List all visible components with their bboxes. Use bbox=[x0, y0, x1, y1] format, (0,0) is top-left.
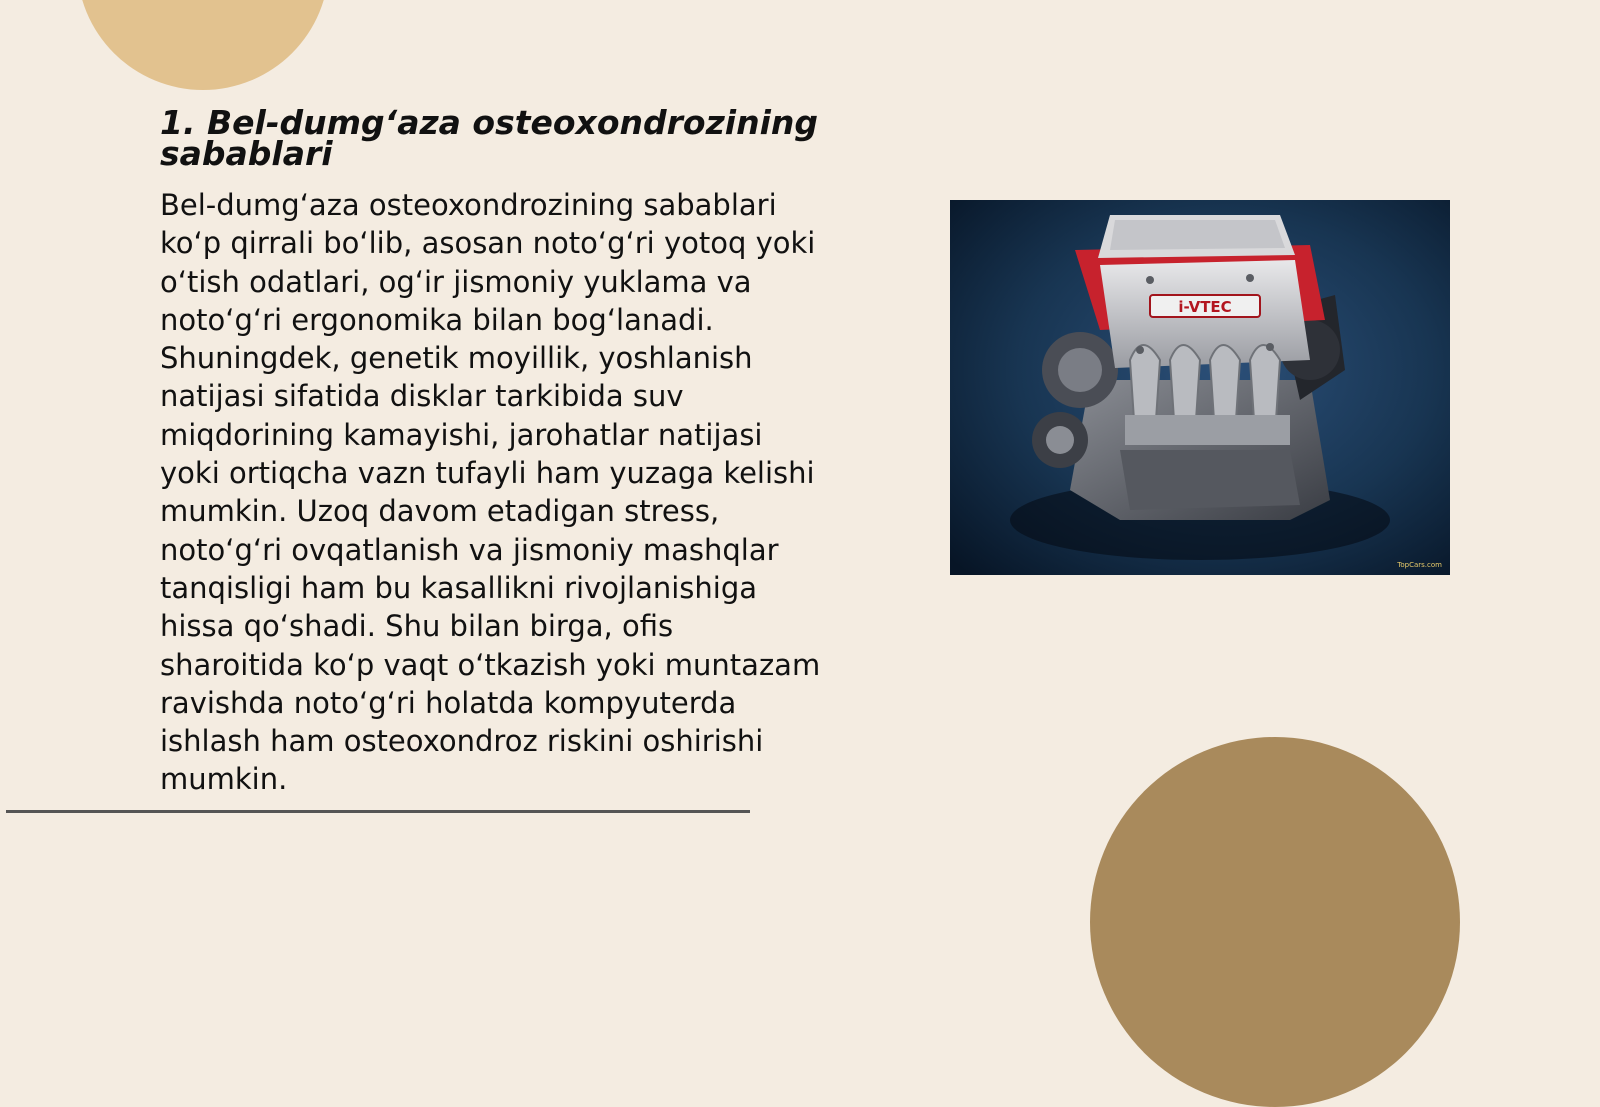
engine-badge-text: i-VTEC bbox=[1178, 298, 1232, 316]
slide-body-text: Bel-dumg‘aza osteoxondrozining sabablari ko‘p qirrali bo‘lib, asosan noto‘g‘ri yotoq yoki o‘tish odatlari, og‘ir jismoniy yuklama va noto‘g‘ri ergonomika bilan bog‘lanadi. Shuningdek, genetik moyillik, yoshlanish natijasi sifatida disklar tarkibida suv miqdorining kamayishi, jarohatlar natijasi yoki ortiqcha vazn tufayli ham yuzaga kelishi mumkin. Uzoq davom etadigan stress, noto‘g‘ri ovqatlanish va jismoniy mashqlar tanqisligi ham bu kasallikni rivojlanishiga hissa qo‘shadi. Shu bilan birga, ofis sharoitida ko‘p vaqt o‘tkazish yoki muntazam ravishda noto‘g‘ri holatda kompyuterda ishlash ham osteoxondroz riskini oshirishi mumkin. bbox=[160, 188, 821, 797]
divider-line bbox=[6, 810, 750, 813]
slide-title: 1. Bel-dumg‘aza osteoxondrozining sabablari bbox=[160, 103, 819, 173]
decorative-circle-bottom bbox=[1090, 737, 1460, 1107]
engine-photo bbox=[950, 200, 1450, 575]
decorative-circle-top bbox=[77, 0, 329, 90]
photo-watermark: TopCars.com bbox=[1397, 561, 1442, 569]
